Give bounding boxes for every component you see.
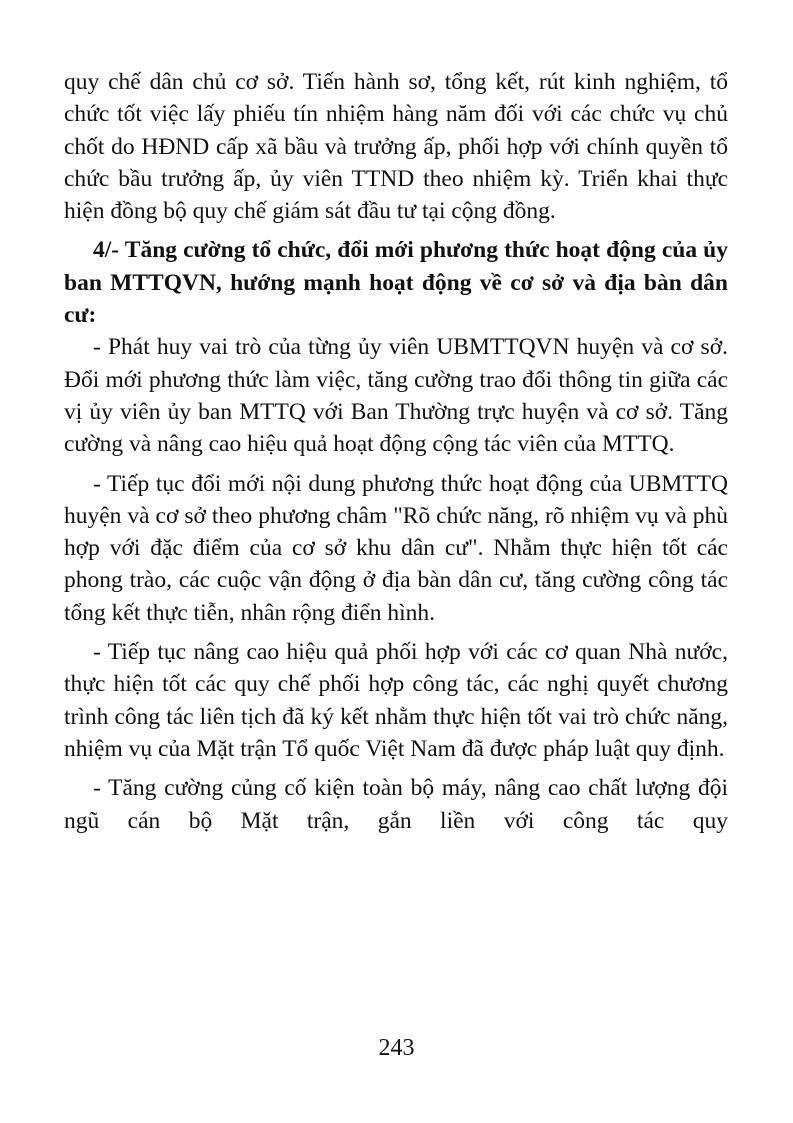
paragraph-bullet-4: - Tăng cường củng cố kiện toàn bộ máy, nâng cao chất lượng đội ngũ cán bộ Mặt trận, gắn liền với công tác quy <box>64 775 728 834</box>
section-heading: 4/- Tăng cường tổ chức, đổi mới phương thức hoạt động của ủy ban MTTQVN, hướng mạnh hoạt động về cơ sở và địa bàn dân cư: <box>64 237 728 329</box>
paragraph-bullet-3: - Tiếp tục nâng cao hiệu quả phối hợp với các cơ quan Nhà nước, thực hiện tốt các quy chế phối hợp công tác, các nghị quyết chương trình công tác liên tịch đã ký kết nhằm thực hiện tốt vai trò chức năng, nhiệm vụ của Mặt trận Tổ quốc Việt Nam đã được pháp luật quy định. <box>64 639 728 762</box>
paragraph-continuation: quy chế dân chủ cơ sở. Tiến hành sơ, tổng kết, rút kinh nghiệm, tổ chức tốt việc lấy phiếu tín nhiệm hàng năm đối với các chức vụ chủ chốt do HĐND cấp xã bầu và trưởng ấp, phối hợp với chính quyền tổ chức bầu trưởng ấp, ủy viên TTND theo nhiệm kỳ. Triển khai thực hiện đồng bộ quy chế giám sát đầu tư tại cộng đồng. <box>64 69 728 225</box>
page-number: 243 <box>378 1035 415 1061</box>
paragraph-bullet-2: - Tiếp tục đổi mới nội dung phương thức hoạt động của UBMTTQ huyện và cơ sở theo phương châm "Rõ chức năng, rõ nhiệm vụ và phù hợp với đặc điểm của cơ sở khu dân cư". Nhằm thực hiện tốt các phong trào, các cuộc vận động ở địa bàn dân cư, tăng cường công tác tổng kết thực tiễn, nhân rộng điển hình. <box>64 470 728 626</box>
paragraph-bullet-1: - Phát huy vai trò của từng ủy viên UBMTTQVN huyện và cơ sở. Đổi mới phương thức làm việc, tăng cường trao đổi thông tin giữa các vị ủy viên ủy ban MTTQ với Ban Thường trực huyện và cơ sở. Tăng cường và nâng cao hiệu quả hoạt động cộng tác viên của MTTQ. <box>64 334 728 458</box>
page-body <box>64 66 728 837</box>
